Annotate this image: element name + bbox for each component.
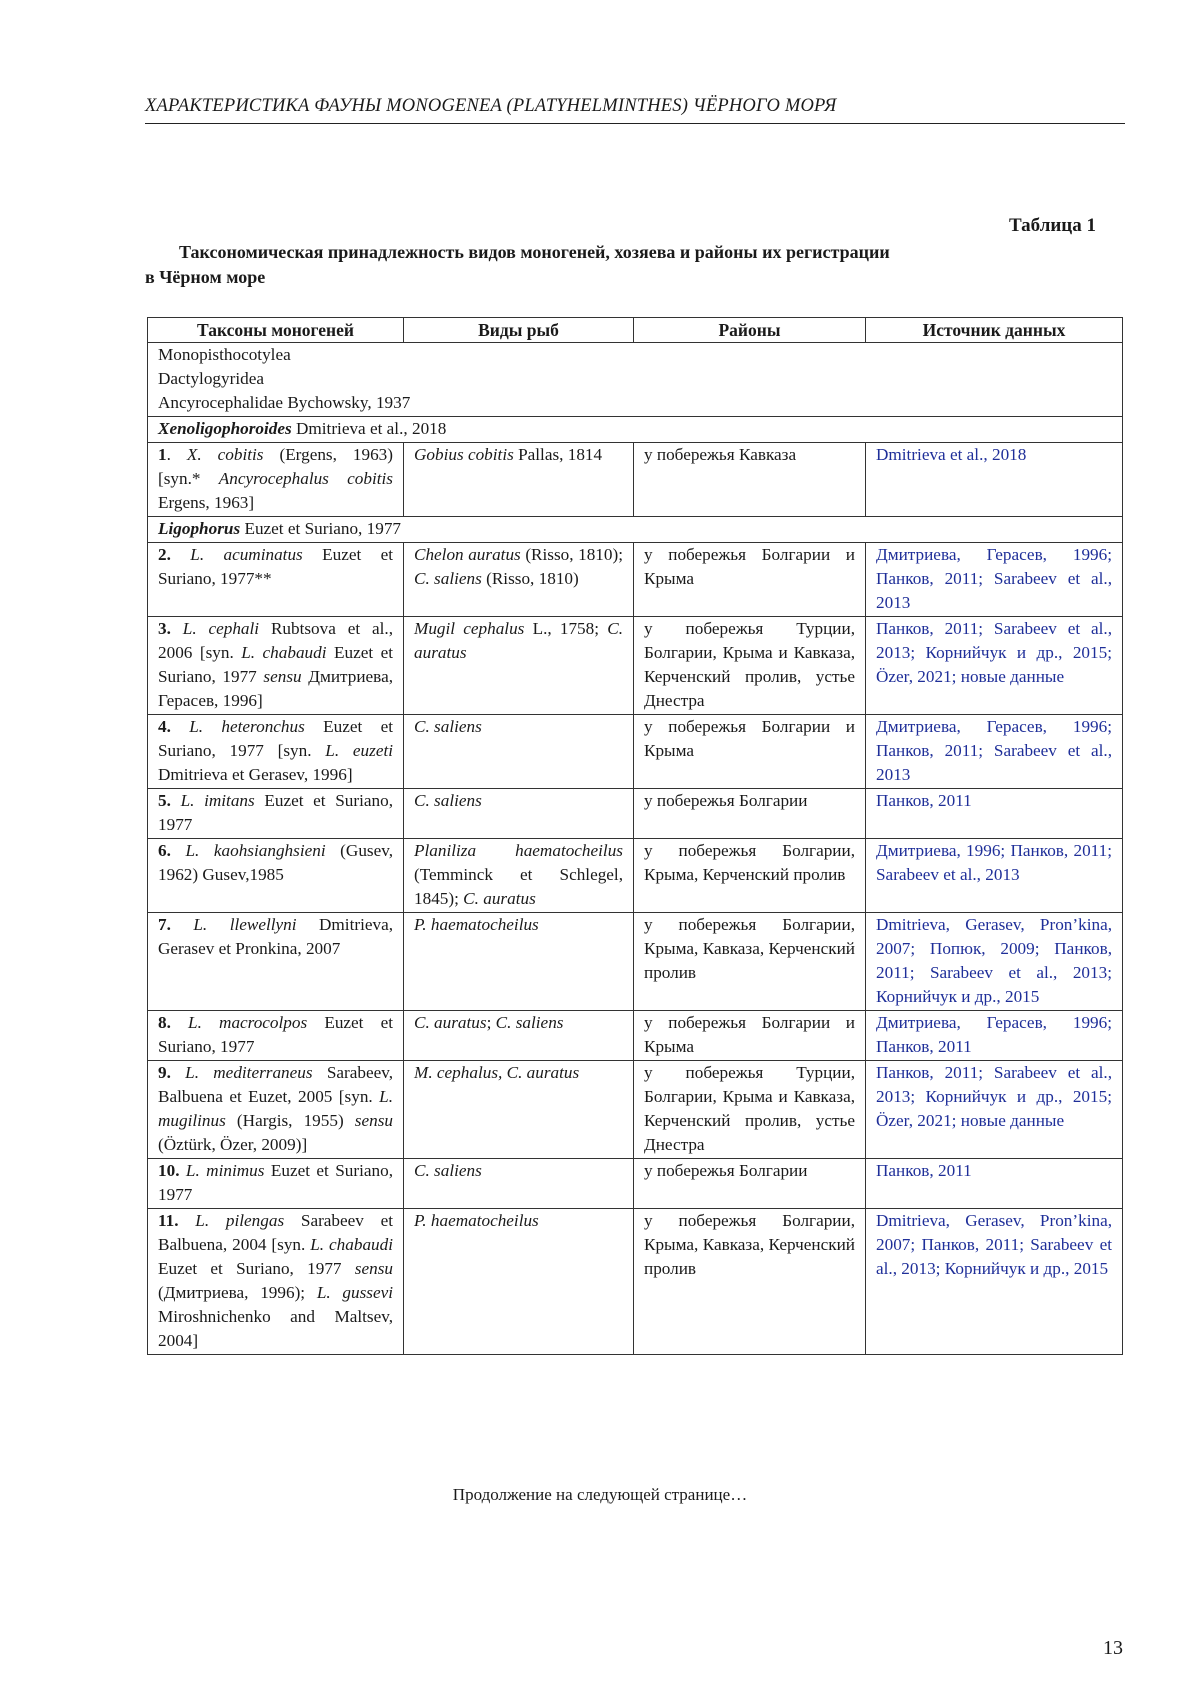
table-row bbox=[148, 1209, 1123, 1355]
genus-author: Euzet et Suriano, 1977 bbox=[240, 519, 402, 538]
table-row bbox=[148, 1061, 1123, 1159]
table-row bbox=[148, 715, 1123, 789]
source-link[interactable]: Дмитриева, Герасев, 1996; Панков, 2011; Sarabeev et al., 2013 bbox=[876, 545, 1112, 612]
group-order: Monopisthocotylea bbox=[158, 345, 291, 364]
host-cell: C. saliens bbox=[404, 1159, 634, 1209]
host-cell: Mugil cephalus L., 1758; C. auratus bbox=[404, 617, 634, 715]
genus-row bbox=[148, 417, 1123, 443]
taxon-cell: 8. L. macrocolpos Euzet et Suriano, 1977 bbox=[148, 1011, 404, 1061]
source-cell[interactable] bbox=[866, 1209, 1123, 1355]
genus-name: Xenoligophoroides bbox=[158, 419, 292, 438]
table-caption-line2: в Чёрном море bbox=[145, 267, 266, 287]
table-row bbox=[148, 1011, 1123, 1061]
source-link[interactable]: Dmitrieva, Gerasev, Pron’kina, 2007; Панков, 2011; Sarabeev et al., 2013; Корнийчук и др., 2015 bbox=[876, 1211, 1112, 1278]
host-cell: Gobius cobitis Pallas, 1814 bbox=[404, 443, 634, 517]
area-cell: у побережья Болгарии, Крыма, Керченский пролив bbox=[634, 839, 866, 913]
source-cell[interactable] bbox=[866, 789, 1123, 839]
taxon-cell: 1. X. cobitis (Ergens, 1963) [syn.* Ancyrocephalus cobitis Ergens, 1963] bbox=[148, 443, 404, 517]
source-cell[interactable] bbox=[866, 1061, 1123, 1159]
table-row bbox=[148, 443, 1123, 517]
host-cell: C. auratus; C. saliens bbox=[404, 1011, 634, 1061]
header-divider bbox=[145, 123, 1125, 124]
group-family: Ancyrocephalidae Bychowsky, 1937 bbox=[158, 393, 411, 412]
source-link[interactable]: Панков, 2011; Sarabeev et al., 2013; Корнийчук и др., 2015; Özer, 2021; новые данные bbox=[876, 1063, 1112, 1130]
table-header-row bbox=[148, 318, 1123, 343]
area-cell: у побережья Болгарии и Крыма bbox=[634, 1011, 866, 1061]
host-cell: C. saliens bbox=[404, 715, 634, 789]
host-cell: Planiliza haematocheilus (Temminck et Schlegel, 1845); C. auratus bbox=[404, 839, 634, 913]
table-caption-line1: Таксономическая принадлежность видов моногеней, хозяева и районы их регистрации bbox=[179, 242, 890, 262]
table-caption bbox=[145, 240, 1025, 290]
column-header-taxa: Таксоны моногеней bbox=[148, 318, 404, 343]
area-cell: у побережья Болгарии, Крыма, Кавказа, Керченский пролив bbox=[634, 1209, 866, 1355]
source-link[interactable]: Дмитриева, Герасев, 1996; Панков, 2011; Sarabeev et al., 2013 bbox=[876, 717, 1112, 784]
area-cell: у побережья Кавказа bbox=[634, 443, 866, 517]
table-number: Таблица 1 bbox=[1008, 215, 1096, 236]
area-cell: у побережья Турции, Болгарии, Крыма и Кавказа, Керченский пролив, устье Днестра bbox=[634, 617, 866, 715]
host-cell: Chelon auratus (Risso, 1810); C. saliens (Risso, 1810) bbox=[404, 543, 634, 617]
taxonomy-table bbox=[147, 317, 1123, 1355]
genus-row bbox=[148, 517, 1123, 543]
taxon-cell: 9. L. mediterraneus Sarabeev, Balbuena et Euzet, 2005 [syn. L. mugilinus (Hargis, 1955) sensu (Öztürk, Özer, 2009)] bbox=[148, 1061, 404, 1159]
running-header: ХАРАКТЕРИСТИКА ФАУНЫ MONOGENEA (PLATYHELMINTHES) ЧЁРНОГО МОРЯ bbox=[145, 96, 837, 116]
table-row bbox=[148, 1159, 1123, 1209]
source-cell[interactable] bbox=[866, 913, 1123, 1011]
taxon-cell: 4. L. heteronchus Euzet et Suriano, 1977 [syn. L. euzeti Dmitrieva et Gerasev, 1996] bbox=[148, 715, 404, 789]
source-link[interactable]: Dmitrieva, Gerasev, Pron’kina, 2007; Попюк, 2009; Панков, 2011; Sarabeev et al., 2013; Корнийчук и др., 2015 bbox=[876, 915, 1112, 1006]
taxon-cell: 11. L. pilengas Sarabeev et Balbuena, 2004 [syn. L. chabaudi Euzet et Suriano, 1977 sensu (Дмитриева, 1996); L. gussevi Miroshnichenko and Maltsev, 2004] bbox=[148, 1209, 404, 1355]
host-cell: M. cephalus, C. auratus bbox=[404, 1061, 634, 1159]
source-link[interactable]: Dmitrieva et al., 2018 bbox=[876, 445, 1027, 464]
area-cell: у побережья Турции, Болгарии, Крыма и Кавказа, Керченский пролив, устье Днестра bbox=[634, 1061, 866, 1159]
source-link[interactable]: Дмитриева, Герасев, 1996; Панков, 2011 bbox=[876, 1013, 1112, 1056]
group-suborder: Dactylogyridea bbox=[158, 369, 264, 388]
taxon-cell: 2. L. acuminatus Euzet et Suriano, 1977** bbox=[148, 543, 404, 617]
area-cell: у побережья Болгарии и Крыма bbox=[634, 543, 866, 617]
host-cell: C. saliens bbox=[404, 789, 634, 839]
area-cell: у побережья Болгарии bbox=[634, 1159, 866, 1209]
table-row bbox=[148, 617, 1123, 715]
source-cell[interactable] bbox=[866, 443, 1123, 517]
source-link[interactable]: Панков, 2011 bbox=[876, 1161, 972, 1180]
page-number: 13 bbox=[1103, 1637, 1123, 1659]
continuation-note: Продолжение на следующей странице… bbox=[452, 1485, 748, 1504]
genus-name: Ligophorus bbox=[158, 519, 241, 538]
taxon-cell: 3. L. cephali Rubtsova et al., 2006 [syn. L. chabaudi Euzet et Suriano, 1977 sensu Дмитриева, Герасев, 1996] bbox=[148, 617, 404, 715]
source-cell[interactable] bbox=[866, 1011, 1123, 1061]
source-cell[interactable] bbox=[866, 1159, 1123, 1209]
table-row bbox=[148, 789, 1123, 839]
table-row bbox=[148, 839, 1123, 913]
area-cell: у побережья Болгарии и Крыма bbox=[634, 715, 866, 789]
column-header-fish: Виды рыб bbox=[404, 318, 634, 343]
source-cell[interactable] bbox=[866, 839, 1123, 913]
table-row bbox=[148, 543, 1123, 617]
taxon-cell: 10. L. minimus Euzet et Suriano, 1977 bbox=[148, 1159, 404, 1209]
host-cell: P. haematocheilus bbox=[404, 913, 634, 1011]
source-cell[interactable] bbox=[866, 543, 1123, 617]
source-cell[interactable] bbox=[866, 617, 1123, 715]
genus-author: Dmitrieva et al., 2018 bbox=[291, 419, 447, 438]
group-row bbox=[148, 343, 1123, 417]
taxon-cell: 5. L. imitans Euzet et Suriano, 1977 bbox=[148, 789, 404, 839]
table-row bbox=[148, 913, 1123, 1011]
source-link[interactable]: Дмитриева, 1996; Панков, 2011; Sarabeev et al., 2013 bbox=[876, 841, 1112, 884]
source-link[interactable]: Панков, 2011 bbox=[876, 791, 972, 810]
host-cell: P. haematocheilus bbox=[404, 1209, 634, 1355]
area-cell: у побережья Болгарии, Крыма, Кавказа, Керченский пролив bbox=[634, 913, 866, 1011]
source-cell[interactable] bbox=[866, 715, 1123, 789]
taxon-cell: 7. L. llewellyni Dmitrieva, Gerasev et Pronkina, 2007 bbox=[148, 913, 404, 1011]
column-header-sources: Источник данных bbox=[866, 318, 1123, 343]
source-link[interactable]: Панков, 2011; Sarabeev et al., 2013; Корнийчук и др., 2015; Özer, 2021; новые данные bbox=[876, 619, 1112, 686]
taxon-cell: 6. L. kaohsianghsieni (Gusev, 1962) Gusev,1985 bbox=[148, 839, 404, 913]
area-cell: у побережья Болгарии bbox=[634, 789, 866, 839]
column-header-areas: Районы bbox=[634, 318, 866, 343]
